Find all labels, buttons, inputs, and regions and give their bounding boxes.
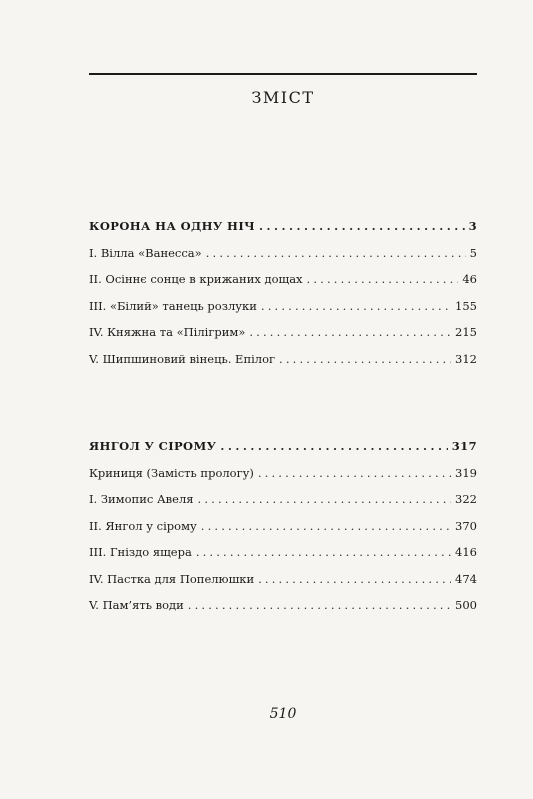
toc-section-korona: [89, 219, 477, 378]
dot-leader: [259, 219, 465, 233]
dot-leader: [196, 545, 451, 559]
toc-entry[interactable]: [89, 299, 477, 326]
dot-leader: [188, 598, 451, 612]
chapter-title: V. Шипшиновий вінець. Епілог: [89, 351, 276, 366]
chapter-title: I. Зимопис Авеля: [89, 492, 194, 506]
section-title: КОРОНА НА ОДНУ НІЧ: [89, 219, 256, 233]
dot-leader: [261, 299, 451, 313]
page-number: 510: [269, 706, 297, 722]
toc-heading: ЗМІСТ: [251, 88, 315, 107]
chapter-page: 322: [455, 492, 477, 506]
dot-leader: [201, 519, 451, 533]
dot-leader: [258, 572, 451, 586]
chapter-title: IV. Пастка для Попелюшки: [89, 571, 255, 586]
toc-entry[interactable]: [89, 246, 477, 273]
top-rule: [89, 73, 477, 75]
toc-entry[interactable]: [89, 492, 477, 519]
dot-leader: [206, 246, 466, 260]
section-page: 317: [451, 439, 477, 453]
chapter-title: I. Вілла «Ванесса»: [89, 245, 202, 260]
chapter-page: 370: [455, 518, 477, 533]
chapter-page: 5: [469, 245, 477, 260]
toc-section-title-row[interactable]: [89, 219, 477, 246]
toc-entry[interactable]: [89, 352, 477, 379]
chapter-title: V. Пам’ять води: [89, 598, 184, 612]
toc-entry[interactable]: [89, 545, 477, 572]
dot-leader: [307, 272, 459, 286]
chapter-page: 319: [455, 465, 477, 480]
section-title: ЯНГОЛ У СІРОМУ: [89, 439, 217, 453]
toc-entry[interactable]: [89, 572, 477, 599]
toc-entry[interactable]: [89, 325, 477, 352]
dot-leader: [220, 439, 447, 453]
toc-entry[interactable]: [89, 598, 477, 625]
chapter-page: 500: [455, 598, 477, 612]
chapter-page: 474: [455, 571, 477, 586]
toc-section-yanhol: [89, 439, 477, 625]
chapter-title: IV. Княжна та «Пілігрим»: [89, 325, 246, 339]
chapter-page: 46: [462, 272, 477, 286]
dot-leader: [279, 352, 451, 366]
chapter-title: III. «Білий» танець розлуки: [89, 298, 257, 313]
chapter-page: 155: [455, 298, 477, 313]
dot-leader: [249, 325, 451, 339]
chapter-title: II. Янгол у сірому: [89, 518, 197, 533]
chapter-title: Криниця (Замість прологу): [89, 465, 254, 480]
dot-leader: [198, 492, 452, 506]
toc-section-title-row[interactable]: [89, 439, 477, 466]
toc-entry[interactable]: [89, 272, 477, 299]
chapter-page: 416: [455, 545, 477, 559]
chapter-title: II. Осіннє сонце в крижаних дощах: [89, 272, 303, 286]
section-page: 3: [468, 219, 477, 233]
chapter-page: 215: [455, 325, 477, 339]
chapter-page: 312: [455, 351, 477, 366]
chapter-title: III. Гніздо ящера: [89, 545, 192, 559]
dot-leader: [258, 466, 451, 480]
toc-entry[interactable]: [89, 466, 477, 493]
toc-entry[interactable]: [89, 519, 477, 546]
